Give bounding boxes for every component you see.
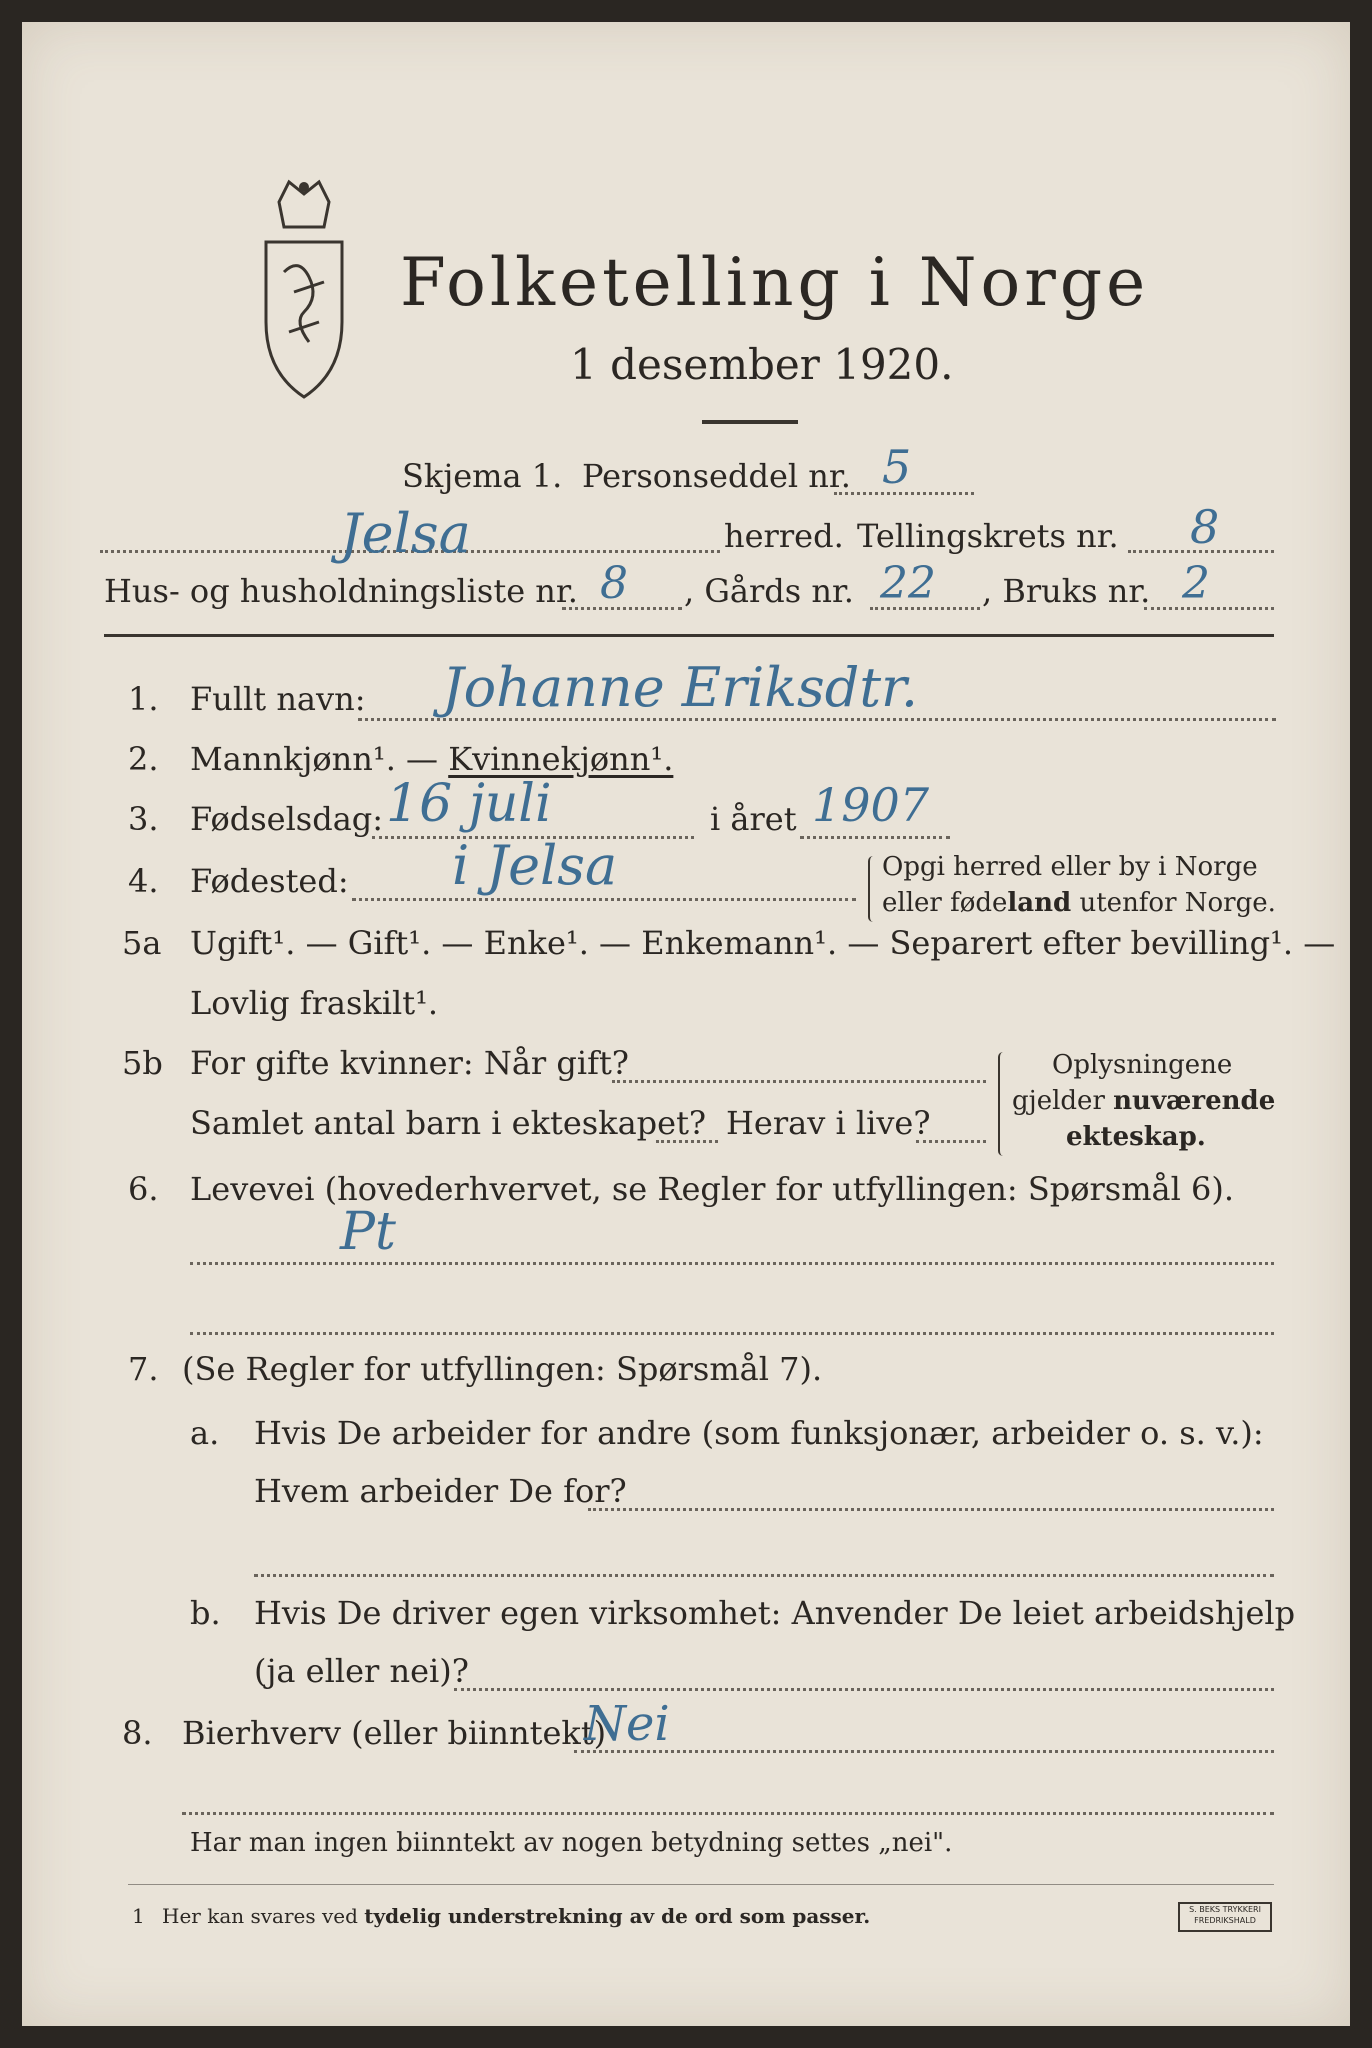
q7b-field-line [454,1688,1274,1691]
q1-full-name-value: Johanne Eriksdtr. [442,656,919,719]
q7a-employer-label: Hvem arbeider De for? [254,1472,627,1510]
herred-label: herred. [724,517,844,555]
q1-number: 1. [128,680,159,718]
q2-number: 2. [128,740,159,778]
q5a-option-divorced: Lovlig fraskilt¹. [190,984,439,1022]
footnote-mark: 1 [132,1904,145,1928]
q8-label: Bierhverv (eller biinntekt) [182,1714,607,1752]
header-separator [104,634,1274,637]
q8-number: 8. [122,1714,153,1752]
census-date: 1 desember 1920. [570,340,954,389]
q5b-note-line3 [1066,1122,1206,1152]
q7b-label: Hvis De driver egen virksomhet: Anvender De leiet arbeidshjelp [254,1594,1296,1632]
q7b-yesno-label: (ja eller nei)? [254,1652,469,1690]
q8-field-line1 [574,1750,1274,1753]
skjema-label: Skjema 1. [402,457,563,495]
q3-label: Fødselsdag: [190,800,384,838]
page-title: Folketelling i Norge [400,244,1150,321]
bruks-label: , Bruks nr. [982,572,1151,610]
q4-note-post: utenfor Norge. [1071,888,1276,918]
bruks-value: 2 [1182,558,1210,609]
q5b-children-label: Samlet antal barn i ekteskapet? [190,1104,707,1142]
footnote-separator [128,1884,1274,1885]
q3-birthday-value: 16 juli [386,774,552,834]
tellingskrets-label: Tellingskrets nr. [857,517,1119,555]
q5b-note-bold: nuværende [1113,1086,1276,1116]
q7a-label: Hvis De arbeider for andre (som funksjonær, arbeider o. s. v.): [254,1414,1264,1452]
q5a-number: 5a [122,924,162,962]
footnote-pre: Her kan svares ved [162,1904,365,1928]
gards-value: 22 [880,558,936,609]
q5a-options: Ugift¹. — Gift¹. — Enke¹. — Enkemann¹. — Separert efter bevilling¹. — [190,924,1336,962]
q8-side-income-value: Nei [584,1696,670,1752]
census-form-page [22,22,1350,2026]
printer-stamp: S. BEKS TRYKKERI FREDRIKSHALD [1178,1902,1272,1932]
q7a-field-line2 [254,1574,1274,1577]
q3-number: 3. [128,800,159,838]
q2-options [190,740,673,778]
q3-year-label: i året [710,800,797,838]
personseddel-value: 5 [882,440,912,494]
gards-label: , Gårds nr. [684,572,854,610]
q4-note-line2 [882,888,1276,918]
q7-number: 7. [128,1350,159,1388]
q5b-note-pre: gjelder [1012,1086,1114,1116]
q4-note-brace [868,856,878,922]
q4-field-line [352,898,856,901]
q8-field-line2 [182,1812,1274,1815]
q6-number: 6. [128,1170,159,1208]
q7-label: (Se Regler for utfyllingen: Spørsmål 7). [182,1350,823,1388]
personseddel-label: Personseddel nr. [582,457,851,495]
q3-year-field-line [800,836,950,839]
q5b-alive-field-line [916,1140,986,1143]
q5b-married-field-line [612,1080,986,1083]
q6-occupation-value: Pt [340,1202,396,1262]
q3-birth-year-value: 1907 [812,778,930,832]
hus-label: Hus- og husholdningsliste nr. [104,572,578,610]
q5b-note-line2 [1012,1086,1275,1116]
q5b-alive-label: Herav i live? [726,1104,931,1142]
q2-male-option: Mannkjønn¹. — [190,740,449,778]
footnote-bold: tydelig understrekning av de ord som passer. [364,1904,871,1928]
title-divider [702,420,798,424]
q6-field-line2 [190,1332,1274,1335]
q4-note-bold: land [1007,888,1072,918]
q5b-number: 5b [122,1044,163,1082]
q4-note-line1: Opgi herred eller by i Norge [882,852,1258,882]
q5b-children-field-line [656,1140,718,1143]
q8-note: Har man ingen biinntekt av nogen betydning settes „nei". [190,1828,953,1858]
footnote-text [162,1904,870,1928]
q7a-field-line1 [588,1508,1274,1511]
q5b-note-line1: Oplysningene [1052,1050,1233,1080]
q6-field-line1 [190,1262,1274,1265]
coat-of-arms-emblem [254,172,354,402]
q5b-note-bold2: ekteskap. [1066,1122,1206,1152]
q1-label: Fullt navn: [190,680,366,718]
q4-birthplace-value: i Jelsa [452,834,618,897]
q7a-number: a. [190,1414,220,1452]
hus-value: 8 [600,558,628,609]
q5b-married-label: For gifte kvinner: Når gift? [190,1044,629,1082]
q5b-note-brace [998,1052,1008,1156]
herred-value: Jelsa [340,502,471,565]
q4-note-pre: eller føde [882,888,1008,918]
q4-label: Fødested: [190,862,349,900]
tellingskrets-value: 8 [1190,500,1220,554]
q2-female-option: Kvinnekjønn¹. [448,740,674,778]
q4-number: 4. [128,862,159,900]
q6-label: Levevei (hovederhvervet, se Regler for utfyllingen: Spørsmål 6). [190,1170,1235,1208]
q7b-number: b. [190,1594,221,1632]
